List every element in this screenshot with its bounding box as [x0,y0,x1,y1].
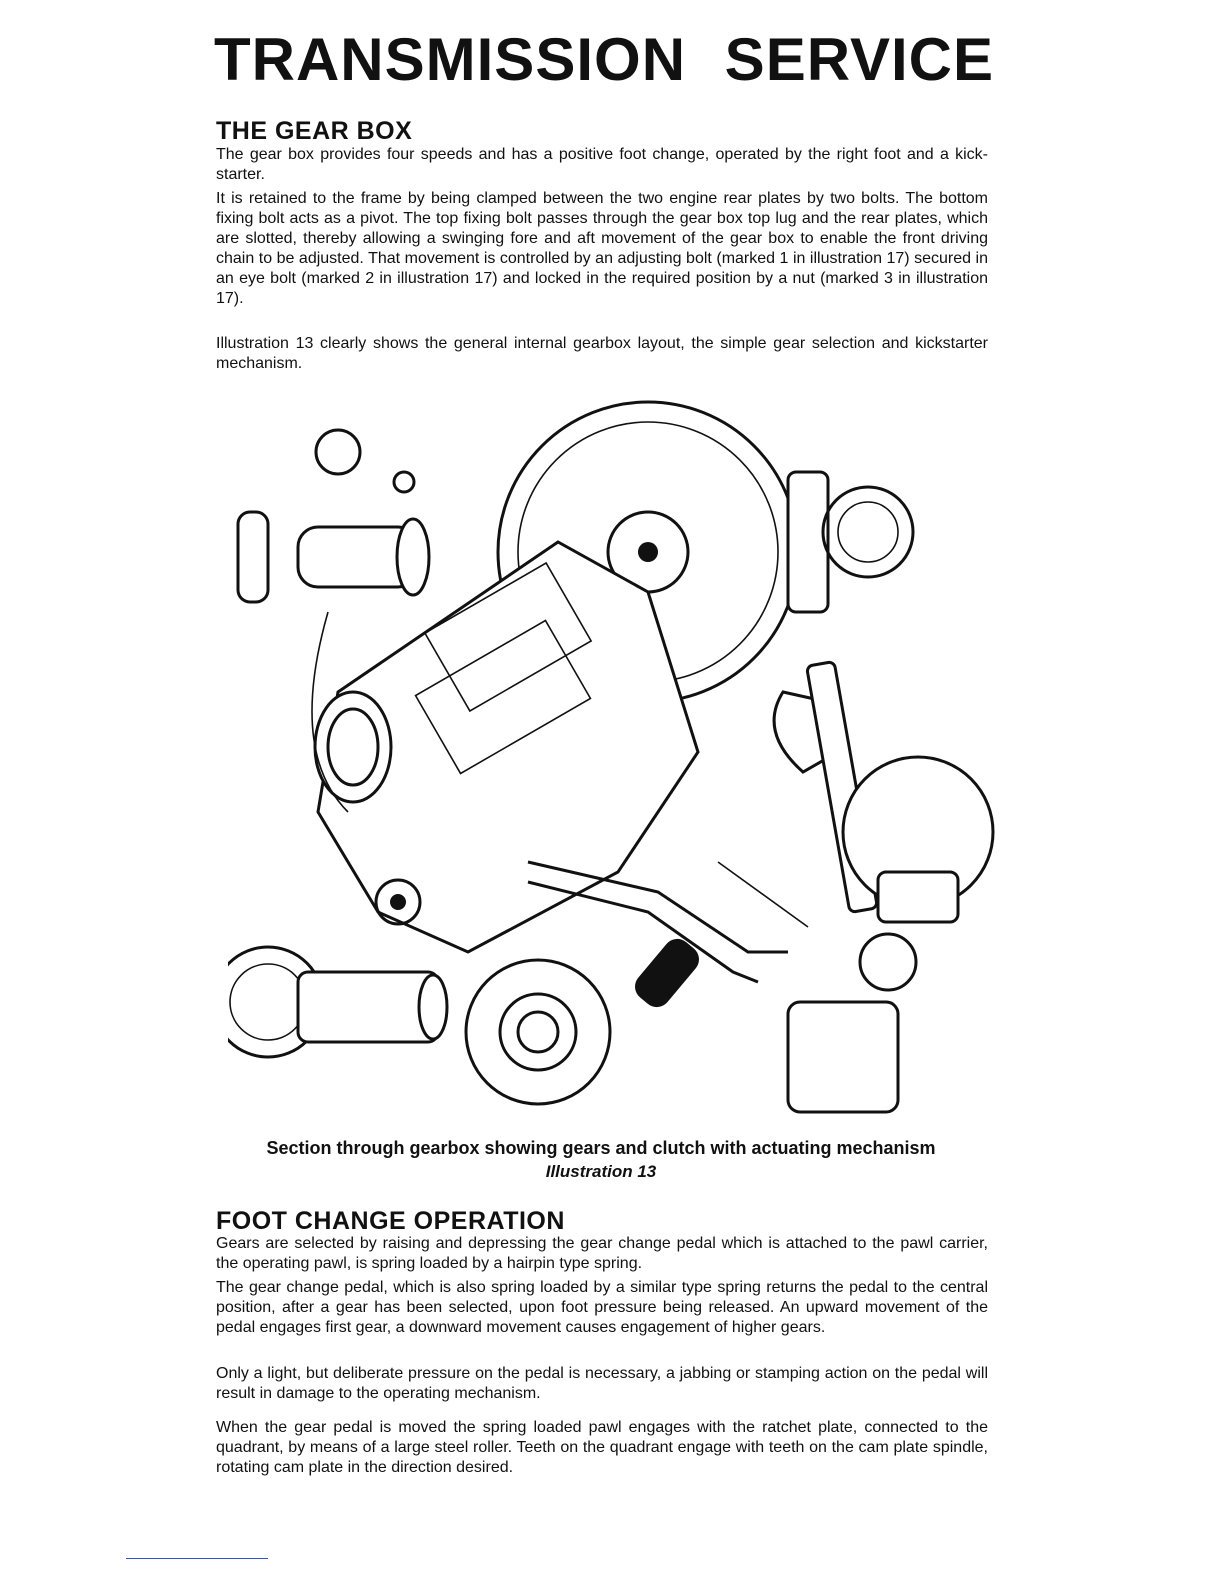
gearbox-section-illustration [228,392,1008,1132]
figure-caption [214,1136,988,1184]
gear-box-paragraph: Illustration 13 clearly shows the general internal gearbox layout, the simple gear selection and kickstarter mechanism. [216,335,988,372]
mainshaft-sprocket [788,472,913,612]
cam-plate-assembly [238,430,429,602]
foot-change-paragraph: The gear change pedal, which is also spring loaded by a similar type spring returns the pedal to the central position, after a gear has been selected, upon foot pressure being released. An upward movement of the pedal engages first gear, a downward movement causes engagement of higher gears. [216,1279,988,1336]
layshaft-gear-cluster [228,947,447,1057]
foot-change-heading: FOOT CHANGE OPERATION [216,1207,565,1235]
foot-change-paragraph: When the gear pedal is moved the spring loaded pawl engages with the ratchet plate, connected to the quadrant, by means of a large steel roller. Teeth on the quadrant engage with teeth on the cam plate spindle, rotating cam plate in the direction desired. [216,1419,988,1476]
gearbox-casing [315,542,788,1013]
gear-box-paragraph: The gear box provides four speeds and has a positive foot change, operated by the right foot and a kick-starter. [216,146,988,183]
page-title [214,26,994,93]
leader-line [718,862,808,927]
gear-box-heading: THE GEAR BOX [216,117,413,145]
footer-rule [126,1558,268,1559]
foot-change-paragraph: Gears are selected by raising and depressing the gear change pedal which is attached to the pawl carrier, the operating pawl, is spring loaded by a hairpin type spring. [216,1235,988,1272]
title-word-service: SERVICE [724,26,994,93]
title-word-transmission: TRANSMISSION [214,26,687,93]
figure-label: Illustration 13 [545,1162,657,1181]
clutch-pressure-plate [466,960,610,1104]
figure-caption-text: Section through gearbox showing gears and clutch with actuating mechanism [266,1138,936,1158]
gear-selector-forks [774,661,993,1112]
gear-box-paragraph: It is retained to the frame by being clamped between the two engine rear plates by two bolts. The bottom fixing bolt acts as a pivot. The top fixing bolt passes through the gear box top lug and the rear plates, which are slotted, thereby allowing a swinging fore and aft movement of the gear box to enable the front driving chain to be adjusted. That movement is controlled by an adjusting bolt (marked 1 in illustration 17) secured in an eye bolt (marked 2 in illustration 17) and locked in the required position by a nut (marked 3 in illustration 17). [216,190,988,307]
foot-change-paragraph: Only a light, but deliberate pressure on the pedal is necessary, a jabbing or stamping action on the pedal will result in damage to the operating mechanism. [216,1365,988,1402]
